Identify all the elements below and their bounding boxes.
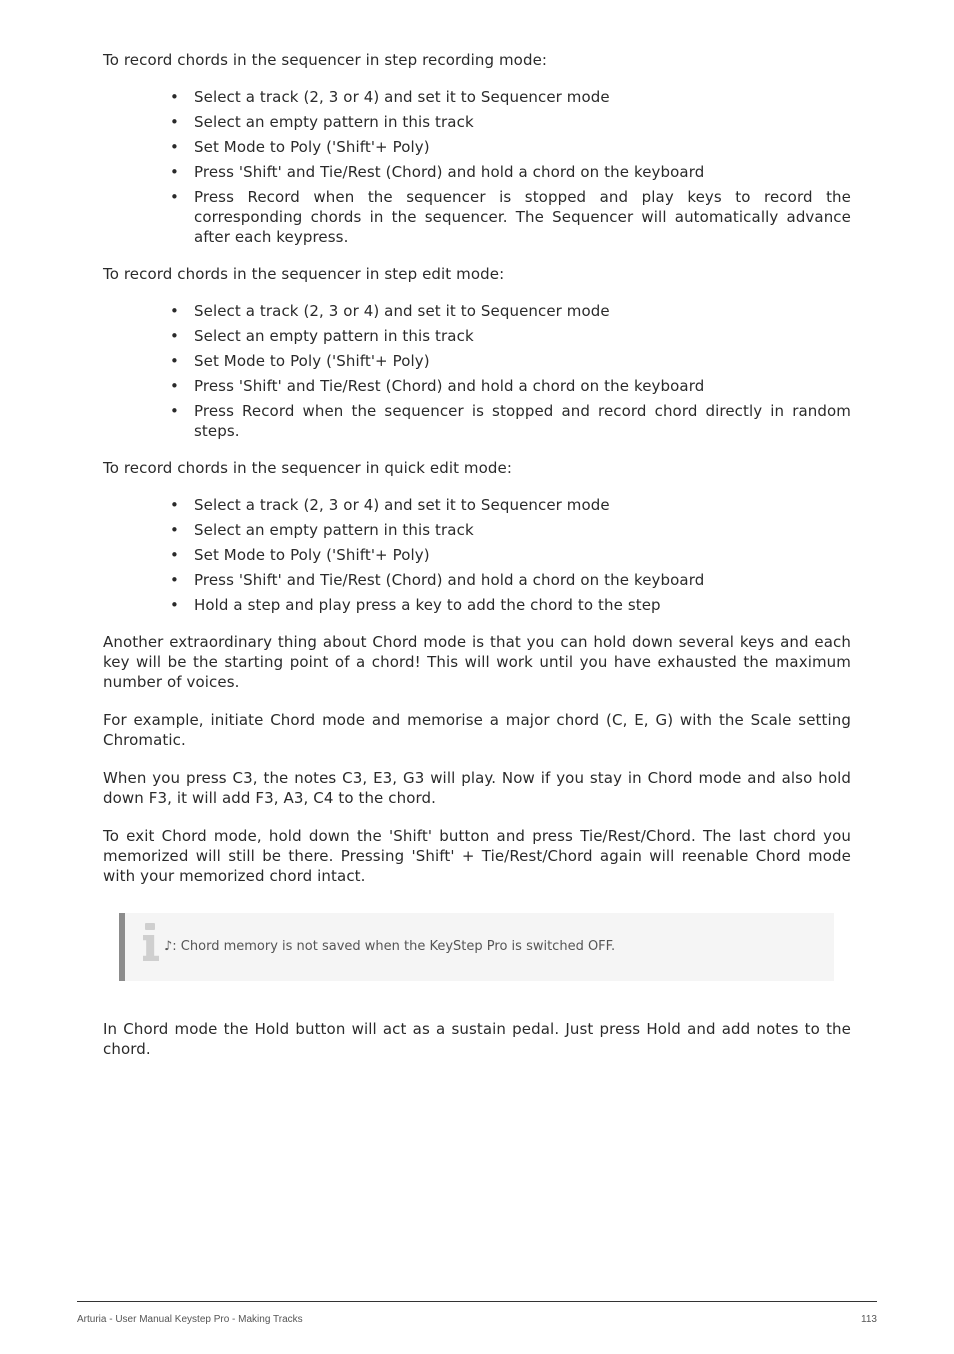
paragraph-hold-sustain: In Chord mode the Hold button will act as a sustain pedal. Just press Hold and add notes to the chord. — [103, 1020, 851, 1058]
list-item: • Select an empty pattern in this track — [170, 113, 474, 131]
list-item: • Set Mode to Poly ('Shift'+ Poly) — [170, 352, 430, 370]
quick-edit-list — [103, 495, 851, 615]
note-text: ♪: Chord memory is not saved when the KeyStep Pro is switched OFF. — [164, 939, 616, 954]
section-intro-step-recording: To record chords in the sequencer in step recording mode: — [103, 51, 548, 69]
list-item: • Hold a step and play press a key to add the chord to the step — [170, 596, 661, 614]
step-recording-list — [103, 87, 851, 247]
bullet-icon: • — [170, 377, 179, 395]
bullet-icon: • — [170, 521, 179, 539]
section-intro-step-edit: To record chords in the sequencer in step edit mode: — [103, 265, 505, 283]
bullet-icon: • — [170, 546, 179, 564]
page-number: 113 — [861, 1314, 877, 1325]
section-intro-quick-edit: To record chords in the sequencer in quick edit mode: — [103, 459, 513, 477]
list-item: • Select a track (2, 3 or 4) and set it to Sequencer mode — [170, 496, 610, 514]
bullet-icon: • — [170, 352, 179, 370]
footer-divider — [77, 1301, 877, 1302]
footer-title: Arturia - User Manual Keystep Pro - Making Tracks — [77, 1314, 303, 1325]
info-icon — [143, 923, 161, 963]
paragraph-exit-chord-mode: To exit Chord mode, hold down the 'Shift' button and press Tie/Rest/Chord. The last chord you memorized will still be there. Pressing 'Shift' + Tie/Rest/Chord again will reenable Chord mode with your memorized chord intact. — [103, 827, 851, 885]
paragraph-c3-example: When you press C3, the notes C3, E3, G3 will play. Now if you stay in Chord mode and also hold down F3, it will add F3, A3, C4 to the chord. — [103, 769, 851, 807]
list-item: • Select a track (2, 3 or 4) and set it to Sequencer mode — [170, 88, 610, 106]
bullet-icon: • — [170, 571, 179, 589]
paragraph-multiple-keys: Another extraordinary thing about Chord mode is that you can hold down several keys and each key will be the starting point of a chord! This will work until you have exhausted the maximum number of voices. — [103, 633, 851, 691]
list-item: • Select a track (2, 3 or 4) and set it to Sequencer mode — [170, 302, 610, 320]
list-item: • Press Record when the sequencer is stopped and play keys to record the corresponding chords in the sequencer. The Sequencer will automatically advance after each keypress. — [170, 188, 851, 246]
list-item: • Set Mode to Poly ('Shift'+ Poly) — [170, 546, 430, 564]
manual-page-body — [103, 50, 851, 904]
bullet-icon: • — [170, 496, 179, 514]
list-item: • Select an empty pattern in this track — [170, 521, 474, 539]
list-item: • Press 'Shift' and Tie/Rest (Chord) and hold a chord on the keyboard — [170, 377, 705, 395]
bullet-icon: • — [170, 113, 179, 131]
paragraph-example: For example, initiate Chord mode and memorise a major chord (C, E, G) with the Scale setting Chromatic. — [103, 711, 851, 749]
list-item: • Set Mode to Poly ('Shift'+ Poly) — [170, 138, 430, 156]
bullet-icon: • — [170, 327, 179, 345]
bullet-icon: • — [170, 302, 179, 320]
step-edit-list — [103, 301, 851, 441]
bullet-icon: • — [170, 188, 179, 206]
bullet-icon: • — [170, 138, 179, 156]
bullet-icon: • — [170, 88, 179, 106]
list-item: • Press Record when the sequencer is stopped and record chord directly in random steps. — [170, 402, 851, 440]
list-item: • Press 'Shift' and Tie/Rest (Chord) and hold a chord on the keyboard — [170, 571, 705, 589]
bullet-icon: • — [170, 163, 179, 181]
info-note-box — [119, 913, 834, 981]
bullet-icon: • — [170, 402, 179, 420]
bullet-icon: • — [170, 596, 179, 614]
list-item: • Select an empty pattern in this track — [170, 327, 474, 345]
list-item: • Press 'Shift' and Tie/Rest (Chord) and hold a chord on the keyboard — [170, 163, 705, 181]
